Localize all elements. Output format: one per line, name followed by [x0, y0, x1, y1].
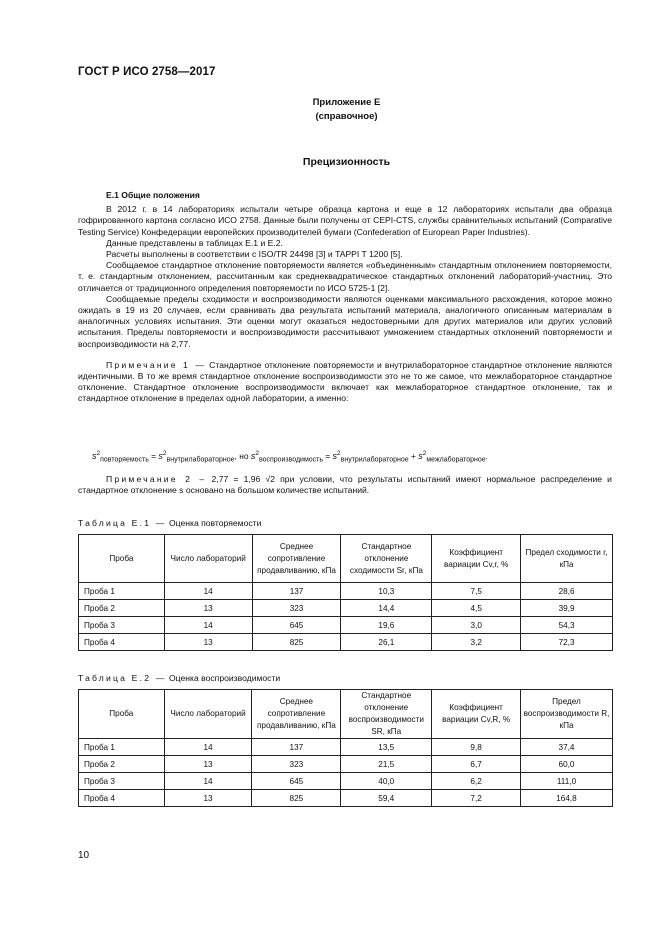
paragraph-3: Расчеты выполнены в соответствии с ISO/TR 24498 [3] и TAPPI T 1200 [5]. — [106, 249, 403, 260]
table-row: Проба 4 13 825 26,1 3,2 72,3 — [79, 634, 613, 651]
table-2-caption: Таблица Е.2 — Оценка воспроизводимости — [78, 673, 281, 683]
note-1 — [78, 360, 612, 405]
col-header: Число лабораторий — [164, 690, 252, 739]
col-header: Коэффициент вариации Cv,r, % — [432, 535, 521, 583]
table-1-caption: Таблица Е.1 — Оценка повторяемости — [78, 518, 262, 528]
document-header: ГОСТ Р ИСО 2758—2017 — [78, 66, 216, 78]
section-heading: Е.1 Общие положения — [106, 190, 200, 200]
col-header: Коэффициент вариации Cv,R, % — [432, 690, 521, 739]
col-header: Число лабораторий — [164, 535, 252, 583]
annex-title: Приложение E — [312, 97, 381, 108]
formula: $s^2_{повторяемость} = s^2_{внутрилабораторное}$, но $s^2_{воспроизводимость} = s^2_{внутрилабораторное} + s^2_{межлабораторное}$. — [92, 450, 488, 464]
col-header: Предел воспроизводимости R, кПа — [521, 690, 613, 739]
col-header: Стандартное отклонение воспроизводимости SR, кПа — [341, 690, 432, 739]
sqrt-symbol: √2 — [265, 474, 275, 484]
col-header: Среднее сопротивление продавливанию, кПа — [252, 535, 341, 583]
table-row: Проба 3 14 645 19,6 3,0 54,3 — [79, 617, 613, 634]
table-row: Проба 2 13 323 21,5 6,7 60,0 — [79, 756, 613, 773]
table-row: Проба 4 13 825 59,4 7,2 164,8 — [79, 790, 613, 807]
page-number: 10 — [78, 850, 90, 861]
table-row: Проба 1 14 137 13,5 9,8 37,4 — [79, 739, 613, 756]
col-header: Стандартное отклонение сходимости Sr, кПа — [341, 535, 432, 583]
paragraph-4: Сообщаемое стандартное отклонение повторяемости является «объединенным» стандартным отклонением повторяемости, т. е. стандартным отклонением, рассчитанным как среднеквадратическое стандартных отклонений лабораторий-участниц. Это отличается от традиционного определения повторяемости по ИСО 5725-1 [2]. — [78, 260, 612, 293]
paragraph-2: Данные представлены в таблицах Е.1 и Е.2. — [106, 237, 283, 248]
table-row: Проба 2 13 323 14,4 4,5 39,9 — [79, 600, 613, 617]
paragraph-5: Сообщаемые пределы сходимости и воспроизводимости являются оценками максимального расхождения, которое можно ожидать в 19 из 20 случаев, если сравнивать два результата испытаний материала, аналогичного описанным материалам в аналогичных условиях испытания. Эти оценки могут оказаться недостоверными для других материалов или других условий испытания. Пределы повторяемости и воспроизводимости рассчитывают умножением стандартных отклонений повторяемости и воспроизводимости на 2,77. — [78, 293, 612, 349]
repeatability-table — [78, 534, 613, 651]
note-1-label: Примечание 1 — — [106, 359, 207, 370]
body-text — [78, 190, 612, 405]
annex-status: (справочное) — [315, 111, 378, 122]
section-title: Прецизионность — [302, 156, 391, 168]
reproducibility-table — [78, 689, 613, 807]
note-1-text: Стандартное отклонение повторяемости и внутрилабораторное стандартное отклонение являются идентичными. В то же время стандартное отклонение воспроизводимости это не то же самое, что межлабораторное стандартное отклонение. Стандартное отклонение воспроизводимости включает как межлабораторное стандартное отклонение, так и стандартное отклонение в пределах одной лаборатории, а именно: — [78, 359, 612, 404]
table-row: Проба 1 14 137 10,3 7,5 28,6 — [79, 583, 613, 600]
col-header: Проба — [79, 535, 165, 583]
table-row: Проба 3 14 645 40,0 6,2 111,0 — [79, 773, 613, 790]
note-2: Примечание 2 – 2,77 = 1,96 √2 при условии, что результаты испытаний имеют нормальное распределение и стандартное отклонение s основано на большом количестве испытаний. — [78, 474, 612, 496]
col-header: Проба — [79, 690, 165, 739]
col-header: Среднее сопротивление продавливанию, кПа — [252, 690, 341, 739]
col-header: Предел сходимости r, кПа — [521, 535, 613, 583]
paragraph-1: В 2012 г. в 14 лабораториях испытали четыре образца картона и еще в 12 лабораториях испытали два образца гофрированного картона согласно ИСО 2758. Данные были получены от CEPI-CTS, службы сравнительных испытаний (Comparative Testing Service) Конфедерации европейских производителей бумаги (Confederation of European Paper Industries). — [78, 204, 612, 237]
note-2-label: Примечание 2 – — [106, 474, 207, 484]
